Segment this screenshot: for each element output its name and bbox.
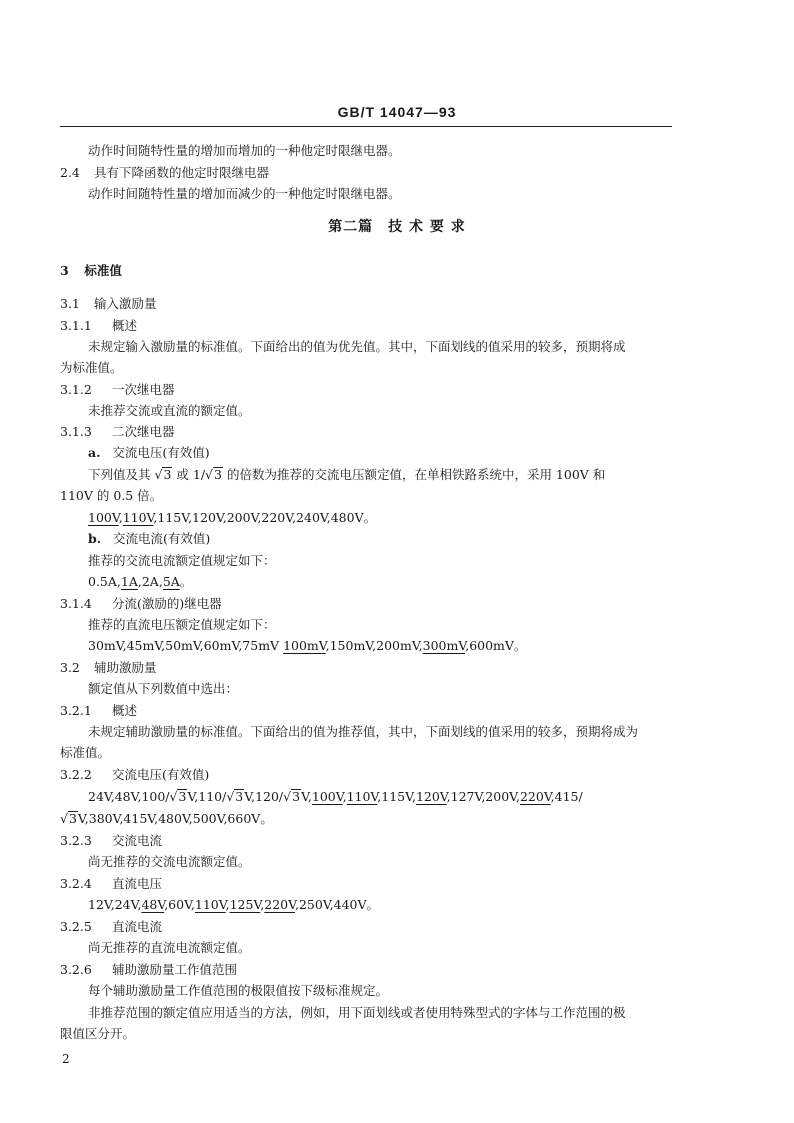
preferred-value: 300mV	[422, 638, 466, 653]
para-3-2-2-values-line1	[88, 788, 583, 806]
heading-3-1	[60, 295, 157, 313]
value-list: 。	[179, 574, 193, 589]
value-list: ,115V,120V,200V,220V,240V,480V。	[153, 510, 377, 525]
heading-3-1-2	[60, 381, 175, 399]
sqrt-radicand: 3	[163, 467, 172, 482]
preferred-value: 220V	[519, 789, 551, 804]
section-number: 3.2.5	[60, 919, 92, 934]
heading-3-2-2	[60, 766, 209, 784]
value-list: V,380V,415V,480V,500V,660V。	[77, 811, 273, 826]
para-3-1-1-line1: 未规定输入激励量的标准值。下面给出的值为优先值。其中，下面划线的值采用的较多，预期将成	[88, 339, 626, 354]
heading-3-2-4	[60, 875, 162, 893]
section-number: 3.2.6	[60, 962, 92, 977]
value-list: 30mV,45mV,50mV,60mV,75mV	[88, 638, 284, 653]
page-number: 2	[62, 1052, 70, 1066]
para-3-2-6-line1: 每个辅助激励量工作值范围的极限值按下级标准规定。	[88, 983, 389, 998]
value-list: ,60V,	[164, 897, 195, 912]
sqrt-radicand: 3	[68, 811, 77, 826]
section-number: 3.2.4	[60, 876, 92, 891]
sqrt-sign: √	[205, 467, 214, 482]
item-a-values: 100V,110V,115V,120V,200V,220V,240V,480V。	[88, 510, 377, 525]
value-list: ,2A,	[137, 574, 163, 589]
preferred-value: 100mV	[283, 638, 326, 653]
section-number: 3.1	[60, 296, 80, 311]
sqrt-radicand: 3	[214, 467, 222, 482]
para-3-2-6-line3: 限值区分开。	[60, 1026, 136, 1041]
value-list: ,600mV。	[465, 638, 527, 653]
para-3-1-2: 未推荐交流或直流的额定值。	[88, 403, 251, 418]
section-number: 3.1.4	[60, 596, 92, 611]
section-number: 3.2.2	[60, 767, 92, 782]
value-list: ,150mV,200mV,	[325, 638, 423, 653]
preferred-value: 125V	[229, 897, 261, 912]
heading-3-1-4	[60, 595, 222, 613]
section-title: 直流电压	[111, 876, 162, 891]
section-number: 3.1.3	[60, 424, 92, 439]
heading-3	[60, 262, 122, 280]
text-segment: 或 1/	[176, 467, 206, 482]
value-list: 24V,48V,100/	[88, 789, 170, 804]
heading-3-2-6	[60, 961, 237, 979]
text-segment: 的倍数为推荐的交流电压额定值，在单相铁路系统中，采用 100V 和	[226, 467, 606, 482]
value-list: ,	[225, 897, 230, 912]
sqrt-radicand: 3	[235, 789, 244, 804]
preferred-value: 1A	[120, 574, 138, 589]
section-number: 3.1.2	[60, 382, 92, 397]
para-3-2-1-line1: 未规定辅助激励量的标准值。下面给出的值为推荐值，其中，下面划线的值采用的较多，预期将成为	[88, 724, 639, 739]
heading-3-2-5	[60, 918, 162, 936]
section-title: 概述	[111, 318, 137, 333]
section-number: 3	[60, 263, 69, 278]
preferred-value: 110V	[194, 897, 226, 912]
value-list: V,	[301, 789, 312, 804]
para-3-1-4: 推荐的直流电压额定值规定如下：	[88, 617, 276, 632]
item-title: 交流电流(有效值)	[113, 531, 211, 546]
sqrt-sign: √	[169, 789, 178, 804]
item-title: 交流电压(有效值)	[112, 445, 210, 460]
para-3-2-4-values	[88, 896, 379, 914]
heading-3-2	[60, 659, 157, 677]
sqrt-sign: √	[154, 467, 163, 482]
item-b-values	[88, 573, 192, 591]
preferred-value: 120V	[415, 789, 447, 804]
section-title: 辅助激励量	[93, 660, 157, 675]
preferred-value: 48V	[141, 897, 165, 912]
sqrt-sign: √	[283, 789, 292, 804]
heading-3-2-1	[60, 702, 137, 720]
value-list: ,127V,200V,	[446, 789, 520, 804]
para-3-2-2-values-line2	[60, 810, 273, 828]
section-title: 交流电压(有效值)	[111, 767, 210, 782]
section-title: 概述	[111, 703, 137, 718]
section-title: 具有下降函数的他定时限继电器	[93, 165, 269, 180]
sqrt-sign: √	[60, 811, 68, 826]
section-number: 3.2	[60, 660, 80, 675]
item-a-line1	[88, 466, 605, 484]
sqrt-radicand: 3	[178, 789, 187, 804]
text-segment: 下列值及其	[88, 467, 151, 482]
page-header-code: GB/T 14047—93	[337, 104, 457, 120]
section-title: 标准值	[84, 263, 122, 278]
para-3-1-1-line2: 为标准值。	[60, 360, 123, 375]
heading-3-1-1	[60, 317, 137, 335]
value-list: ,	[342, 789, 347, 804]
item-label: b.	[88, 531, 102, 546]
value-list: 0.5A,	[88, 574, 121, 589]
para-3-2-3: 尚无推荐的交流电流额定值。	[88, 854, 251, 869]
para-3-2-5: 尚无推荐的直流电流额定值。	[88, 940, 251, 955]
item-label: a.	[88, 445, 101, 460]
preferred-value: 100V	[88, 510, 119, 525]
section-number: 3.2.3	[60, 833, 92, 848]
heading-2-4	[60, 164, 269, 182]
section-title: 二次继电器	[111, 424, 175, 439]
section-title: 交流电流	[111, 833, 162, 848]
preferred-value: 5A	[162, 574, 180, 589]
para-2-4-body: 动作时间随特性量的增加而减少的一种他定时限继电器。	[88, 186, 401, 201]
value-list: ,250V,440V。	[294, 897, 380, 912]
preferred-value: 220V	[264, 897, 295, 912]
preferred-value: 100V	[311, 789, 343, 804]
sqrt-sign: √	[226, 789, 235, 804]
value-list: V,120/	[244, 789, 284, 804]
preferred-value: 110V	[346, 789, 378, 804]
heading-3-1-3	[60, 423, 175, 441]
para-3-2: 额定值从下列数值中选出：	[88, 681, 239, 696]
section-title: 输入激励量	[93, 296, 157, 311]
value-list: ,115V,	[377, 789, 416, 804]
section-title: 一次继电器	[111, 382, 175, 397]
para-2-3-body: 动作时间随特性量的增加而增加的一种他定时限继电器。	[88, 143, 401, 158]
value-list: ,415/	[550, 789, 583, 804]
heading-3-2-3	[60, 832, 162, 850]
section-title: 辅助激励量工作值范围	[111, 962, 237, 977]
sqrt-radicand: 3	[292, 789, 301, 804]
para-3-1-4-values	[88, 637, 526, 655]
item-b-heading	[88, 530, 210, 548]
section-number: 2.4	[60, 165, 80, 180]
item-b-body: 推荐的交流电流额定值规定如下：	[88, 553, 276, 568]
section-title: 直流电流	[111, 919, 162, 934]
item-a-line2: 110V 的 0.5 倍。	[60, 488, 163, 503]
para-3-2-6-line2: 非推荐范围的额定值应用适当的方法，例如，用下面划线或者使用特殊型式的字体与工作范围的极	[88, 1005, 626, 1020]
value-list: V,110/	[187, 789, 227, 804]
value-list: ,	[260, 897, 265, 912]
value-list: 12V,24V,	[88, 897, 142, 912]
section-number: 3.2.1	[60, 703, 92, 718]
preferred-value: 110V	[122, 510, 154, 525]
part-title: 第二篇 技 术 要 求	[328, 219, 466, 235]
section-number: 3.1.1	[60, 318, 92, 333]
item-a-heading	[88, 444, 210, 462]
para-3-2-1-line2: 标准值。	[60, 745, 111, 760]
section-title: 分流(激励的)继电器	[111, 596, 222, 611]
header-rule	[60, 126, 672, 127]
